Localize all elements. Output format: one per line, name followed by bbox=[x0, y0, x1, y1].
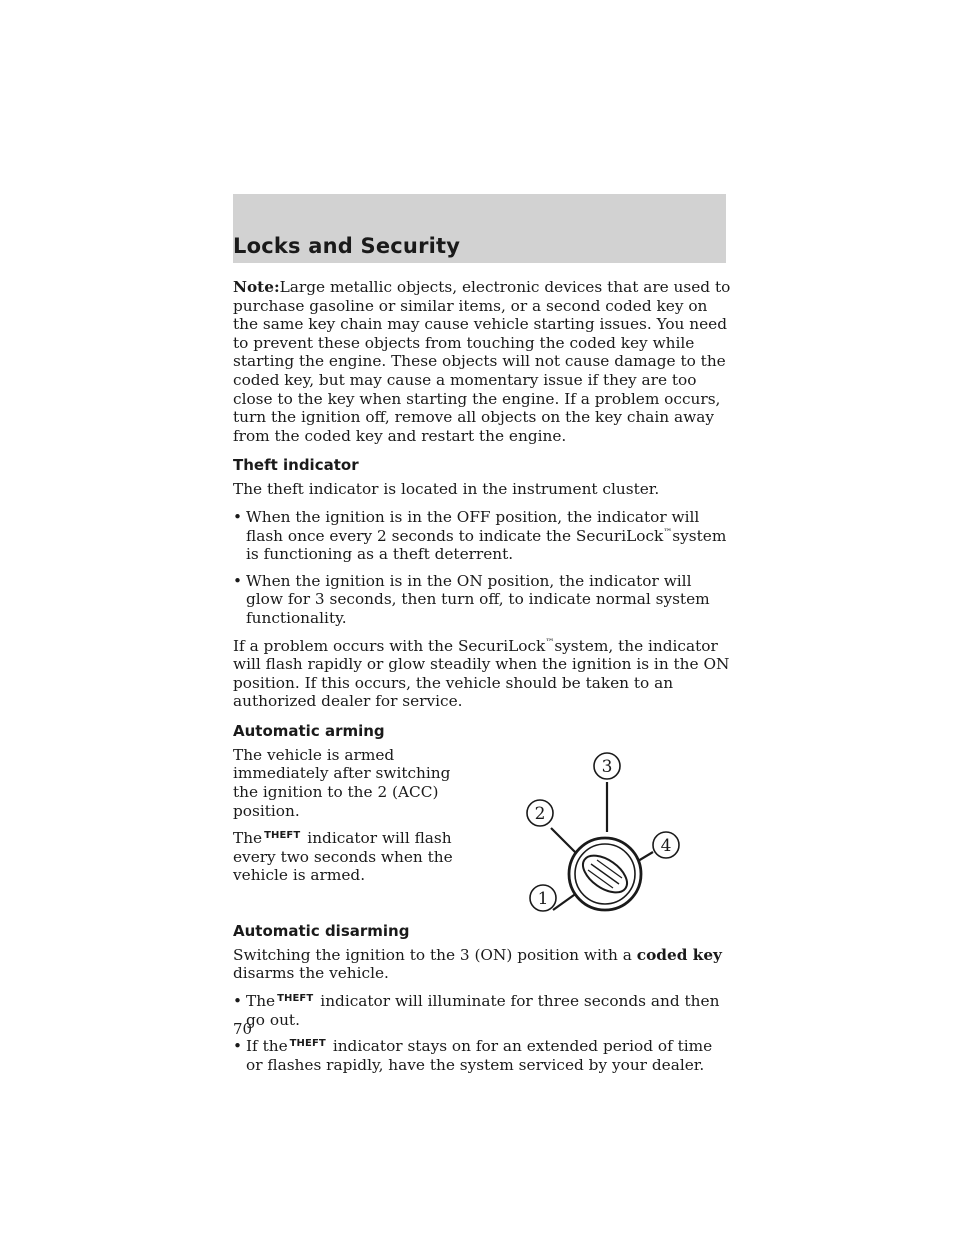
automatic-arming-p2 bbox=[233, 829, 473, 885]
list-item bbox=[233, 1037, 733, 1074]
trademark-mark: ™ bbox=[663, 527, 673, 538]
list-item-text: system is functioning as a theft deterrent. bbox=[246, 526, 727, 564]
position-2-leader bbox=[551, 828, 577, 854]
automatic-arming-heading: Automatic arming bbox=[233, 721, 385, 740]
page-content bbox=[233, 278, 733, 1083]
position-1-label: 1 bbox=[537, 888, 549, 909]
list-item-text: If the bbox=[246, 1037, 288, 1056]
automatic-arming-text bbox=[233, 746, 473, 885]
theft-indicator-list bbox=[233, 508, 733, 628]
theft-indicator-problem-paragraph bbox=[233, 637, 733, 711]
theft-indicator-heading: Theft indicator bbox=[233, 456, 359, 475]
list-item: • When the ignition is in the ON position, the indicator will glow for 3 seconds, then turn off, to indicate normal system functionality. bbox=[233, 572, 733, 628]
list-item bbox=[233, 508, 733, 564]
paragraph-text: Switching the ignition to the 3 (ON) position with a bbox=[233, 945, 632, 964]
automatic-arming-block bbox=[233, 746, 733, 920]
note-text: Large metallic objects, electronic devices that are used to purchase gasoline or similar items, or a second coded key on the same key chain may cause vehicle starting issues. You need to prevent these objects from touching the coded key while starting the engine. These objects will not cause damage to the coded key, but may cause a momentary issue if they are too close to the key when starting the engine. If a problem occurs, turn the ignition off, remove all objects on the key chain away from the coded key and restart the engine. bbox=[233, 278, 731, 445]
paragraph-text: If a problem occurs with the SecuriLock bbox=[233, 636, 546, 655]
theft-indicator-label: THEFT bbox=[289, 1038, 326, 1050]
automatic-arming-p1: The vehicle is armed immediately after switching the ignition to the 2 (ACC) position. bbox=[233, 745, 451, 820]
ignition-switch-diagram bbox=[503, 752, 683, 912]
page-number: 70 bbox=[233, 1020, 253, 1038]
list-item-text: When the ignition is in the OFF position, the indicator will flash once every 2 seconds to indicate the SecuriLock bbox=[246, 507, 700, 545]
coded-key-term: coded key bbox=[636, 945, 722, 964]
position-2-label: 2 bbox=[534, 803, 546, 824]
automatic-disarming-list bbox=[233, 992, 733, 1074]
theft-indicator-intro: The theft indicator is located in the instrument cluster. bbox=[233, 480, 660, 499]
note-paragraph bbox=[233, 278, 733, 445]
list-item-text: indicator stays on for an extended period of time or flashes rapidly, have the system serviced by your dealer. bbox=[246, 1037, 713, 1074]
paragraph-text: system, the indicator will flash rapidly or glow steadily when the ignition is in the ON position. If this occurs, the vehicle should be taken to an authorized dealer for service. bbox=[233, 636, 730, 711]
paragraph-text: indicator will flash every two seconds when the vehicle is armed. bbox=[233, 829, 453, 885]
theft-indicator-label: THEFT bbox=[277, 993, 314, 1005]
position-4-label: 4 bbox=[660, 835, 672, 856]
note-label: Note: bbox=[233, 278, 280, 296]
paragraph-text: disarms the vehicle. bbox=[233, 964, 389, 983]
automatic-disarming-heading: Automatic disarming bbox=[233, 921, 410, 940]
list-item bbox=[233, 992, 733, 1029]
section-title: Locks and Security bbox=[233, 234, 461, 258]
trademark-mark: ™ bbox=[545, 637, 555, 648]
paragraph-text: The bbox=[233, 829, 263, 848]
theft-indicator-label: THEFT bbox=[264, 830, 301, 842]
list-item-text: The bbox=[246, 992, 276, 1011]
list-item-text: indicator will illuminate for three seconds and then go out. bbox=[246, 992, 720, 1029]
position-3-label: 3 bbox=[601, 756, 613, 777]
automatic-disarming-intro bbox=[233, 946, 733, 983]
